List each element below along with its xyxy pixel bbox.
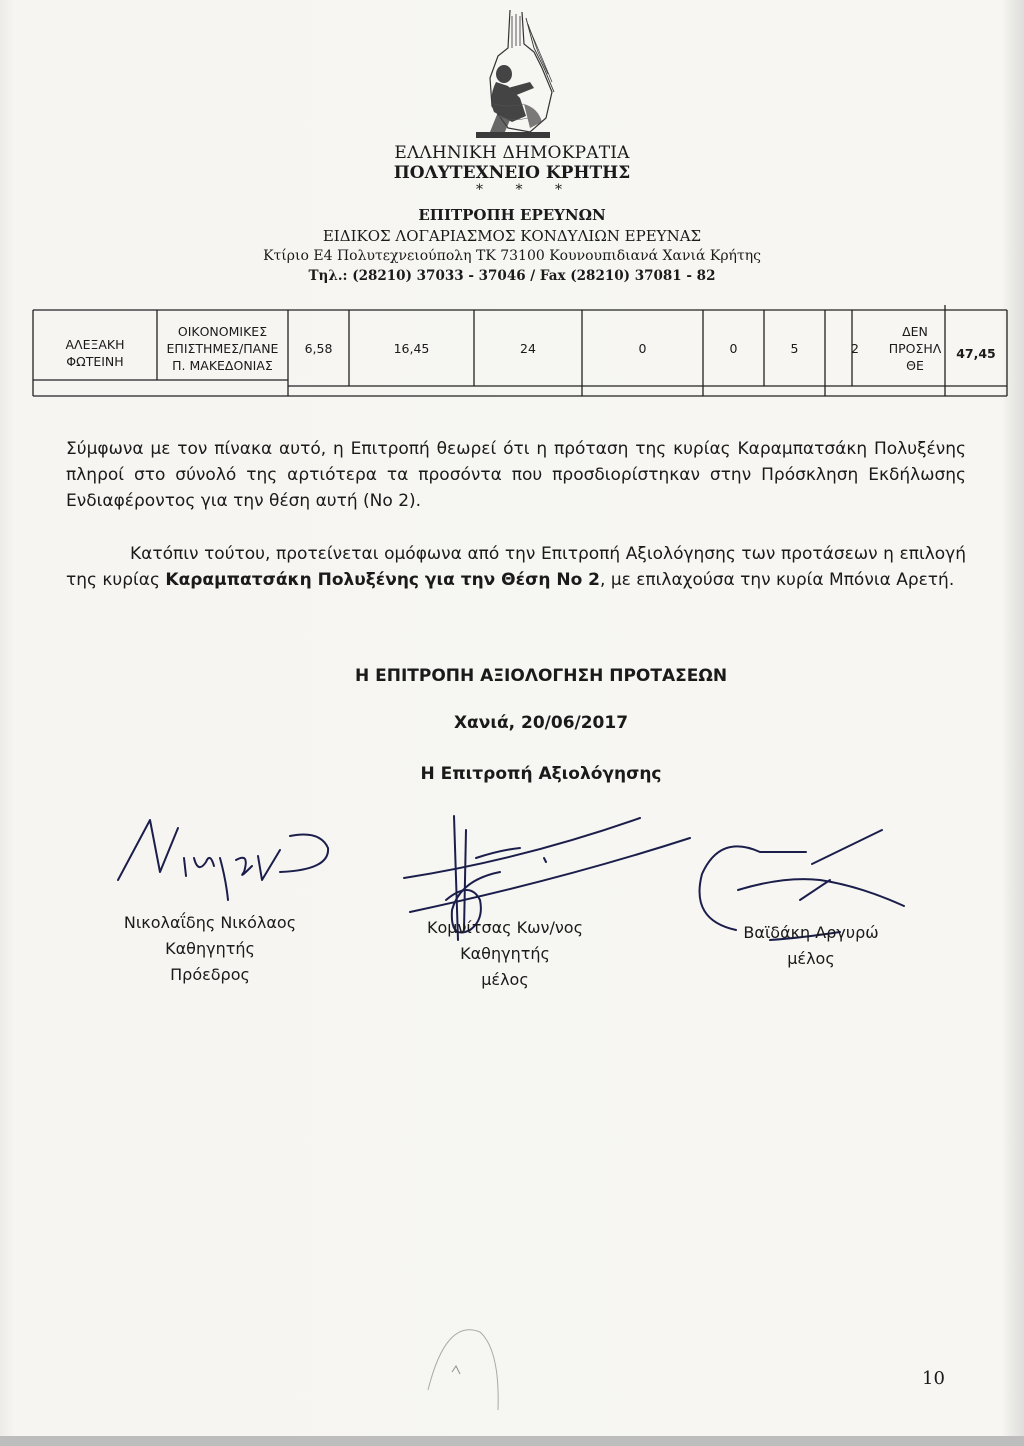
cell-value-5: 0 — [729, 340, 738, 356]
paragraph-assessment: Σύμφωνα με τον πίνακα αυτό, η Επιτροπή θεωρεί ότι η πρόταση της κυρίας Καραμπατσάκη Πολυξένης πληροί στο σύνολό της αρτιότερα τα προσόντα που προσδιορίστηκαν στην Πρόσκληση Εκδήλωσης Ενδιαφέροντος για την θέση αυτή (Νο 2). — [66, 439, 966, 511]
header-country: ΕΛΛΗΝΙΚΗ ΔΗΜΟΚΡΑΤΙΑ — [394, 143, 630, 163]
header-university: ΠΟΛΥΤΕΧΝΕΙΟ ΚΡΗΤΗΣ — [393, 163, 631, 183]
signatory-member-2 — [712, 920, 910, 972]
committee-subheading: Η Επιτροπή Αξιολόγησης — [420, 764, 662, 784]
cell-status-line: ΠΡΟΣΗΛ — [888, 340, 942, 356]
cell-name-line: ΦΩΤΕΙΝΗ — [66, 354, 124, 369]
signatory-president — [110, 910, 310, 988]
signatory-member-1 — [410, 915, 600, 993]
place-date: Χανιά, 20/06/2017 — [453, 713, 629, 733]
signatory-role: Πρόεδρος — [170, 965, 250, 984]
cell-value-2: 16,45 — [393, 340, 430, 356]
signatory-role: μέλος — [481, 970, 529, 989]
scan-bottom-edge — [0, 1436, 1024, 1446]
cell-value-4: 0 — [638, 340, 647, 356]
header-committee: ΕΠΙΤΡΟΠΗ ΕΡΕΥΝΩΝ — [418, 206, 606, 224]
header-stars: * * * — [476, 182, 576, 198]
cell-value-6: 5 — [790, 340, 799, 356]
cell-name-line: ΑΛΕΞΑΚΗ — [65, 337, 125, 352]
signatory-title: Καθηγητής — [165, 939, 255, 958]
cell-value-1: 6,58 — [304, 340, 333, 356]
proposal-text-end: , με επιλαχούσα την κυρία Μπόνια Αρετή. — [600, 570, 955, 590]
proposal-text: Κατόπιν τούτου, προτείνεται ομόφωνα από την Επιτροπή Αξιολόγησης των προτάσεων η επιλογή της κυρίας — [66, 544, 966, 590]
header-address: Κτίριο Ε4 Πολυτεχνειούπολη ΤΚ 73100 Κουνουπιδιανά Χανιά Κρήτης — [263, 248, 761, 264]
header-account: ΕΙΔΙΚΟΣ ΛΟΓΑΡΙΑΣΜΟΣ ΚΟΝΔΥΛΙΩΝ ΕΡΕΥΝΑΣ — [322, 227, 702, 245]
header-phone: Τηλ.: (28210) 37033 - 37046 / Fax (28210) 37081 - 82 — [308, 268, 716, 284]
committee-heading: Η ΕΠΙΤΡΟΠΗ ΑΞΙΟΛΟΓΗΣΗ ΠΡΟΤΑΣΕΩΝ — [354, 666, 728, 686]
cell-degree-line: ΕΠΙΣΤΗΜΕΣ/ΠΑΝΕ — [166, 340, 279, 356]
signatory-name: Βαϊδάκη Αργυρώ — [743, 923, 879, 942]
signatory-name: Κομνίτσας Κων/νος — [427, 918, 583, 937]
page-number: 10 — [922, 1368, 945, 1389]
cell-status-line: ΔΕΝ — [902, 323, 928, 339]
cell-degree-line: Π. ΜΑΚΕΔΟΝΙΑΣ — [172, 357, 273, 373]
signatory-name: Νικολαΐδης Νικόλαος — [123, 913, 297, 932]
proposal-bold-text: Καραμπατσάκη Πολυξένης για την Θέση Νο 2 — [165, 570, 601, 590]
signature-1 — [118, 820, 328, 900]
cell-value-3: 24 — [520, 340, 536, 356]
cell-degree-line: ΟΙΚΟΝΟΜΙΚΕΣ — [177, 323, 268, 339]
cell-total: 47,45 — [956, 345, 996, 361]
cell-status-line: ΘΕ — [906, 357, 924, 373]
signatory-role: μέλος — [787, 949, 835, 968]
cell-value-7: 2 — [851, 340, 859, 356]
signatory-title: Καθηγητής — [460, 944, 550, 963]
page-mark — [428, 1330, 498, 1410]
